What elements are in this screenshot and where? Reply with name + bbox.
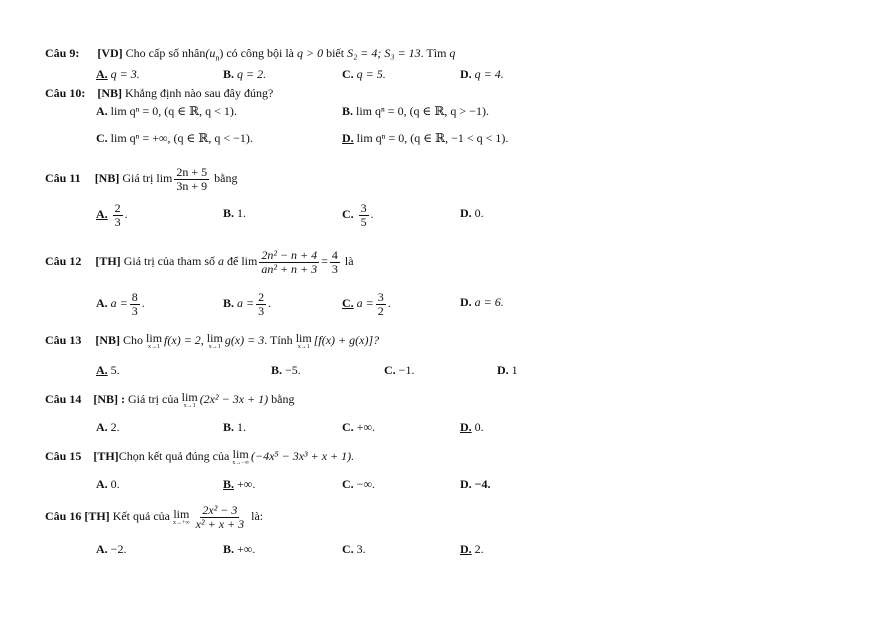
lim-sub: x→+∞ <box>173 520 190 527</box>
question-12-text-b: để <box>227 254 239 268</box>
question-12-option-a <box>96 288 145 318</box>
question-13-label: Câu 13 <box>45 333 82 347</box>
option-text: 2. <box>474 542 484 556</box>
question-16-tag: [TH] <box>84 509 110 523</box>
question-14-option-b <box>223 420 246 434</box>
question-14-expr: (2x² − 3x + 1) <box>199 392 269 406</box>
lim-sub: x→1 <box>208 344 221 351</box>
question-13-expr-2: g(x) = 3 <box>224 333 265 347</box>
question-13-option-a <box>96 363 120 377</box>
option-letter: C. <box>342 296 354 310</box>
option-letter: C. <box>96 131 108 145</box>
option-letter: C. <box>342 542 354 556</box>
question-15-label: Câu 15 <box>45 449 82 463</box>
question-9-text-c: biết <box>326 46 345 60</box>
fraction-numerator: 2n + 5 <box>176 164 208 179</box>
question-13-lim-1 <box>146 332 162 350</box>
option-letter: B. <box>223 67 235 81</box>
option-text: −1. <box>398 363 415 377</box>
fraction-denominator: x² + x + 3 <box>195 516 245 531</box>
question-13-tag: [NB] <box>95 333 121 347</box>
question-9-seq: (u <box>205 46 216 60</box>
option-letter: B. <box>223 542 235 556</box>
question-11-option-a <box>96 199 128 229</box>
option-fraction <box>130 291 140 318</box>
fraction-denominator: an² + n + 3 <box>261 261 318 276</box>
option-letter: D. <box>460 206 472 220</box>
option-letter: A. <box>96 104 108 118</box>
option-text: −4. <box>474 477 491 491</box>
question-9-given: S₂ = 4; S₃ = 13 <box>347 46 421 60</box>
question-16-option-b <box>223 542 255 556</box>
question-12-tag: [TH] <box>95 254 121 268</box>
option-fraction <box>113 202 123 229</box>
lim-word: lim <box>181 390 198 405</box>
option-letter: D. <box>460 67 472 81</box>
question-16-label: Câu 16 <box>45 509 82 523</box>
question-9-tag: [VD] <box>97 46 123 60</box>
question-12-result-fraction <box>330 249 340 276</box>
question-12-lim: lim <box>241 254 258 268</box>
question-14-tag: [NB] : <box>93 392 126 406</box>
option-end: . <box>141 296 145 310</box>
question-12-text: Giá trị của tham số <box>123 254 215 268</box>
fraction-denominator: 3 <box>114 214 121 229</box>
question-15-stem <box>45 446 354 466</box>
option-pre: a = <box>110 296 128 310</box>
question-16-text: Kết quả của <box>112 509 170 523</box>
option-letter: A. <box>96 477 108 491</box>
option-text: 0. <box>474 420 484 434</box>
question-13-option-b <box>271 363 301 377</box>
question-11-fraction <box>174 166 209 193</box>
question-14-tail: bằng <box>271 392 295 406</box>
question-10-option-c <box>96 131 253 145</box>
question-14-stem <box>45 389 294 409</box>
question-9-option-a <box>96 67 140 81</box>
option-letter: D. <box>460 420 472 434</box>
option-text: −5. <box>285 363 301 377</box>
question-14-lim <box>182 391 198 409</box>
option-text: lim qⁿ = 0, (q ∈ ℝ, −1 < q < 1). <box>356 131 509 145</box>
option-letter: C. <box>342 67 354 81</box>
option-letter: D. <box>342 131 354 145</box>
question-15-option-b <box>223 477 255 491</box>
question-15-expr: (−4x⁵ − 3x³ + x + 1). <box>251 449 355 463</box>
question-14-option-d <box>460 420 484 434</box>
option-fraction <box>256 291 266 318</box>
question-15-lim <box>232 448 249 466</box>
question-9-seq-end: ) <box>219 46 224 60</box>
question-9-text: Cho cấp số nhân <box>125 46 206 60</box>
option-text: q = 2. <box>237 67 267 81</box>
option-letter: A. <box>96 296 108 310</box>
option-letter: D. <box>497 363 509 377</box>
question-12-option-d <box>460 295 504 309</box>
lim-word: lim <box>206 331 223 346</box>
question-11-tag: [NB] <box>94 171 120 185</box>
option-letter: C. <box>342 207 354 221</box>
question-12-label: Câu 12 <box>45 254 82 268</box>
question-15-tag: [TH] <box>93 449 119 463</box>
question-15-text: Chọn kết quả đúng của <box>118 449 230 463</box>
option-text: 5. <box>110 363 120 377</box>
question-10-stem <box>45 86 273 100</box>
question-9-option-c <box>342 67 386 81</box>
question-9-stem <box>45 46 455 65</box>
lim-word: lim <box>295 331 312 346</box>
question-11-stem <box>45 163 237 193</box>
question-10-option-b <box>342 104 489 118</box>
fraction-denominator: 5 <box>360 214 367 229</box>
option-text: 1 <box>511 363 518 377</box>
option-letter: B. <box>223 477 235 491</box>
question-13-lim-3 <box>296 332 312 350</box>
fraction-numerator: 2n² − n + 4 <box>261 247 318 262</box>
question-9-var: q <box>449 46 456 60</box>
option-end: . <box>387 296 391 310</box>
question-16-tail: là: <box>251 509 264 523</box>
lim-sub: x→1 <box>297 344 310 351</box>
fraction-denominator: 3n + 9 <box>176 178 208 193</box>
question-15-option-a <box>96 477 120 491</box>
option-text: q = 5. <box>356 67 386 81</box>
question-9-condition: q > 0 <box>296 46 324 60</box>
question-11-label: Câu 11 <box>45 171 81 185</box>
option-text: −∞. <box>356 477 375 491</box>
option-end: . <box>268 296 272 310</box>
question-15-option-c <box>342 477 375 491</box>
fraction-numerator: 2 <box>258 289 265 304</box>
option-letter: D. <box>460 477 472 491</box>
question-10-option-a <box>96 104 237 118</box>
question-9-option-b <box>223 67 266 81</box>
option-text: 2. <box>110 420 120 434</box>
option-text: lim qⁿ = 0, (q ∈ ℝ, q > −1). <box>356 104 489 118</box>
option-end: . <box>370 207 374 221</box>
option-text: 0. <box>110 477 120 491</box>
question-13-lim-2 <box>207 332 223 350</box>
fraction-numerator: 8 <box>131 289 138 304</box>
option-letter: A. <box>96 207 108 221</box>
question-10-label: Câu 10: <box>45 86 86 100</box>
question-11-option-c <box>342 199 374 229</box>
option-text: +∞. <box>237 542 256 556</box>
fraction-denominator: 2 <box>377 303 384 318</box>
question-10-option-d <box>342 131 508 145</box>
question-10-text: Khẳng định nào sau đây đúng? <box>125 86 274 100</box>
option-letter: D. <box>460 542 472 556</box>
option-letter: A. <box>96 67 108 81</box>
option-letter: B. <box>223 296 235 310</box>
fraction-numerator: 2x² − 3 <box>202 502 238 517</box>
question-14-option-a <box>96 420 120 434</box>
question-16-option-a <box>96 542 126 556</box>
option-fraction <box>376 291 386 318</box>
option-end: . <box>124 207 128 221</box>
option-text: 1. <box>237 206 247 220</box>
option-letter: B. <box>223 420 235 434</box>
question-12-tail: là <box>344 254 354 268</box>
fraction-numerator: 2 <box>114 200 121 215</box>
lim-sub: x→−∞ <box>232 460 250 467</box>
question-13-text: Cho <box>123 333 144 347</box>
fraction-denominator: 3 <box>331 261 338 276</box>
question-9-seq-sub: n <box>215 53 220 63</box>
question-13-expr-3: [f(x) + g(x)]? <box>313 333 380 347</box>
question-13-stem <box>45 330 379 350</box>
option-text: +∞. <box>356 420 375 434</box>
lim-sub: x→1 <box>148 344 161 351</box>
question-12-fraction <box>259 249 319 276</box>
question-13-text-b: . Tính <box>264 333 293 347</box>
question-16-option-c <box>342 542 366 556</box>
option-letter: B. <box>342 104 354 118</box>
option-letter: B. <box>223 206 235 220</box>
option-letter: A. <box>96 363 108 377</box>
option-letter: C. <box>384 363 396 377</box>
option-text: −2. <box>110 542 127 556</box>
question-11-tail: bằng <box>214 171 238 185</box>
question-12-stem <box>45 246 354 276</box>
question-14-label: Câu 14 <box>45 392 82 406</box>
fraction-numerator: 3 <box>360 200 367 215</box>
question-11-text: Giá trị <box>122 171 154 185</box>
option-text: 3. <box>356 542 366 556</box>
option-text: 1. <box>237 420 247 434</box>
question-10-tag: [NB] <box>97 86 123 100</box>
question-9-text-b: có công bội là <box>226 46 294 60</box>
option-text: 0. <box>474 206 484 220</box>
question-16-fraction <box>194 504 246 531</box>
question-9-label: Câu 9: <box>45 46 80 60</box>
option-text: q = 3. <box>110 67 140 81</box>
option-letter: B. <box>271 363 283 377</box>
option-letter: A. <box>96 542 108 556</box>
option-letter: C. <box>342 420 354 434</box>
fraction-denominator: 3 <box>258 303 265 318</box>
question-11-option-d <box>460 206 484 220</box>
option-text: a = 6. <box>474 295 504 309</box>
option-fraction <box>359 202 369 229</box>
lim-word: lim <box>173 507 190 522</box>
question-11-option-b <box>223 206 246 220</box>
option-text: +∞. <box>237 477 256 491</box>
option-pre: a = <box>356 296 374 310</box>
fraction-denominator: 3 <box>131 303 138 318</box>
lim-sub: x→1 <box>183 403 196 410</box>
question-14-option-c <box>342 420 375 434</box>
fraction-numerator: 4 <box>331 247 338 262</box>
option-letter: A. <box>96 420 108 434</box>
option-letter: C. <box>342 477 354 491</box>
question-13-option-d <box>497 363 518 377</box>
question-12-option-c <box>342 288 391 318</box>
question-12-eq: = <box>321 254 328 268</box>
question-11-lim: lim <box>156 171 173 185</box>
question-14-text: Giá trị của <box>128 392 179 406</box>
option-text: q = 4. <box>474 67 504 81</box>
question-12-option-b <box>223 288 271 318</box>
lim-word: lim <box>232 447 249 462</box>
fraction-numerator: 3 <box>377 289 384 304</box>
question-16-stem <box>45 501 263 531</box>
option-text: lim qⁿ = 0, (q ∈ ℝ, q < 1). <box>110 104 237 118</box>
lim-word: lim <box>146 331 163 346</box>
option-pre: a = <box>237 296 255 310</box>
question-9-option-d <box>460 67 504 81</box>
question-13-expr-1: f(x) = 2, <box>164 333 204 347</box>
option-letter: D. <box>460 295 472 309</box>
question-16-option-d <box>460 542 484 556</box>
question-15-option-d <box>460 477 491 491</box>
option-text: lim qⁿ = +∞, (q ∈ ℝ, q < −1). <box>110 131 253 145</box>
question-12-var: a <box>218 254 224 268</box>
question-13-option-c <box>384 363 414 377</box>
question-9-text-d: . Tìm <box>420 46 447 60</box>
question-16-lim <box>173 508 190 526</box>
